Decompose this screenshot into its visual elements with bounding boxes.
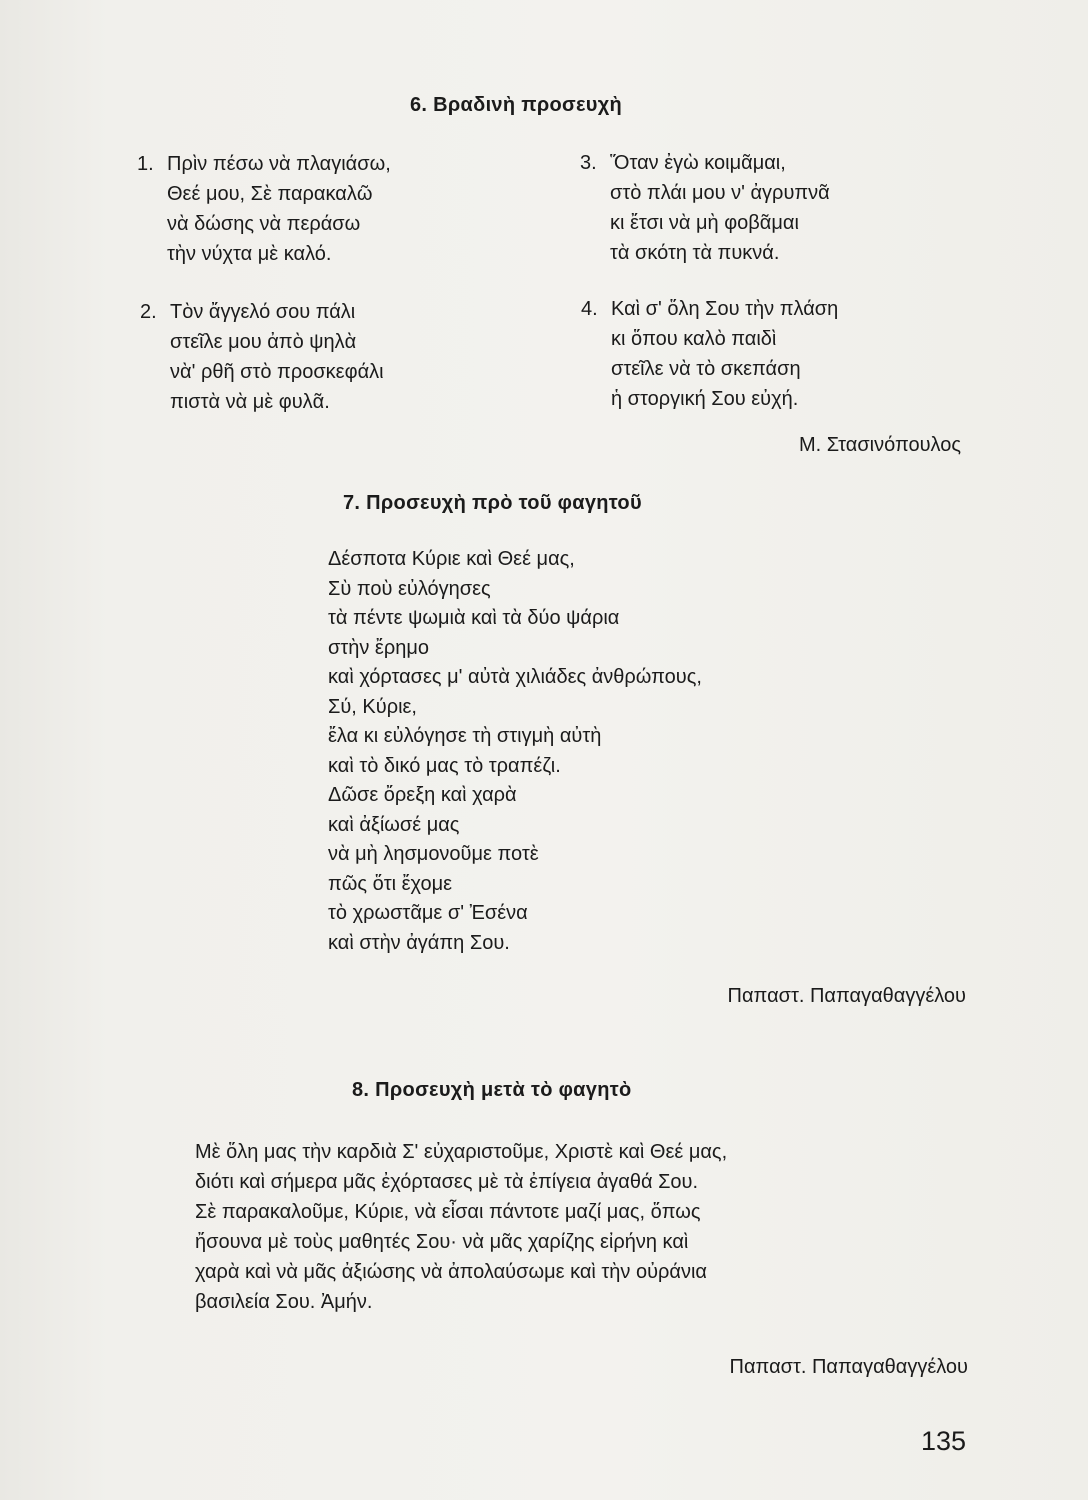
prayer-line: καὶ χόρτασες μ' αὐτὰ χιλιάδες ἀνθρώπους, xyxy=(328,666,702,688)
stanza-line: Θεέ μου, Σὲ παρακαλῶ xyxy=(167,183,373,205)
section-7-title: 7. Προσευχὴ πρὸ τοῦ φαγητοῦ xyxy=(343,492,642,514)
prayer-line: πῶς ὅτι ἔχομε xyxy=(328,872,453,895)
stanza-3 xyxy=(580,148,830,268)
stanza-line: ἡ στοργική Σου εὐχή. xyxy=(611,388,799,410)
stanza-line: πιστὰ νὰ μὲ φυλᾶ. xyxy=(170,391,330,413)
stanza-line: στὸ πλάι μου ν' ἀγρυπνᾶ xyxy=(610,182,830,204)
stanza-number: 4. xyxy=(581,298,598,320)
stanza-number: 2. xyxy=(140,301,157,323)
prayer-line: Δέσποτα Κύριε καὶ Θεέ μας, xyxy=(328,548,575,570)
prayer-line: τὰ πέντε ψωμιὰ καὶ τὰ δύο ψάρια xyxy=(328,607,620,629)
stanza-line: στεῖλε μου ἀπὸ ψηλὰ xyxy=(170,331,357,353)
section-8-author: Παπαστ. Παπαγαθαγγέλου xyxy=(729,1356,968,1378)
prayer-line: Μὲ ὅλη μας τὴν καρδιὰ Σ' εὐχαριστοῦμε, Χριστὲ καὶ Θεέ μας, xyxy=(195,1141,728,1163)
prayer-line: στὴν ἔρημο xyxy=(328,636,429,659)
stanza-line: κι ἔτσι νὰ μὴ φοβᾶμαι xyxy=(610,212,799,234)
section-7-author: Παπαστ. Παπαγαθαγγέλου xyxy=(727,985,966,1007)
stanza-line: κι ὅπου καλὸ παιδὶ xyxy=(611,328,777,350)
stanza-line: Τὸν ἄγγελό σου πάλι xyxy=(170,301,356,323)
stanza-line: νὰ δώσης νὰ περάσω xyxy=(167,213,361,235)
section-8-prayer xyxy=(195,1137,727,1317)
prayer-line: Σὲ παρακαλοῦμε, Κύριε, νὰ εἶσαι πάντοτε μαζί μας, ὅπως xyxy=(195,1201,701,1223)
stanza-line: Πρὶν πέσω νὰ πλαγιάσω, xyxy=(167,153,391,175)
stanza-line: νὰ' ρθῆ στὸ προσκεφάλι xyxy=(170,361,384,383)
prayer-line: Δῶσε ὄρεξη καὶ χαρὰ xyxy=(328,784,517,806)
stanza-line: Καὶ σ' ὅλη Σου τὴν πλάση xyxy=(611,298,839,320)
prayer-line: νὰ μὴ λησμονοῦμε ποτὲ xyxy=(328,843,539,865)
stanza-line: Ὅταν ἐγὼ κοιμᾶμαι, xyxy=(610,152,786,174)
section-6-title: 6. Βραδινὴ προσευχὴ xyxy=(410,94,623,116)
prayer-line: τὸ χρωστᾶμε σ' Ἐσένα xyxy=(328,902,528,924)
prayer-line: Σύ, Κύριε, xyxy=(328,695,417,718)
page-number: 135 xyxy=(920,1426,966,1456)
stanza-line: στεῖλε νὰ τὸ σκεπάση xyxy=(611,358,801,380)
prayer-line: διότι καὶ σήμερα μᾶς ἐχόρτασες μὲ τὰ ἐπίγεια ἀγαθά Σου. xyxy=(195,1171,699,1193)
prayer-line: βασιλεία Σου. Ἀμήν. xyxy=(195,1291,373,1313)
stanza-line: τὰ σκότη τὰ πυκνά. xyxy=(610,242,780,264)
section-8-title: 8. Προσευχὴ μετὰ τὸ φαγητὸ xyxy=(352,1079,632,1101)
prayer-line: καὶ ἀξίωσέ μας xyxy=(328,813,460,836)
stanza-number: 1. xyxy=(137,153,154,175)
prayer-line: ἔλα κι εὐλόγησε τὴ στιγμὴ αὐτὴ xyxy=(328,725,602,747)
stanza-4 xyxy=(581,294,839,414)
stanza-number: 3. xyxy=(580,152,597,174)
prayer-line: Σὺ ποὺ εὐλόγησες xyxy=(328,577,491,600)
prayer-line: καὶ τὸ δικό μας τὸ τραπέζι. xyxy=(328,754,561,777)
section-7-prayer xyxy=(328,545,702,958)
prayer-line: καὶ στὴν ἀγάπη Σου. xyxy=(328,931,510,954)
stanza-2 xyxy=(140,297,384,417)
stanza-line: τὴν νύχτα μὲ καλό. xyxy=(167,243,332,265)
prayer-line: ἤσουνα μὲ τοὺς μαθητές Σου· νὰ μᾶς χαρίζης εἰρήνη καὶ xyxy=(195,1231,689,1253)
prayer-line: χαρὰ καὶ νὰ μᾶς ἀξιώσης νὰ ἀπολαύσωμε καὶ τὴν οὐράνια xyxy=(195,1261,707,1283)
section-6-author: Μ. Στασινόπουλος xyxy=(798,434,961,456)
stanza-1 xyxy=(137,149,391,269)
